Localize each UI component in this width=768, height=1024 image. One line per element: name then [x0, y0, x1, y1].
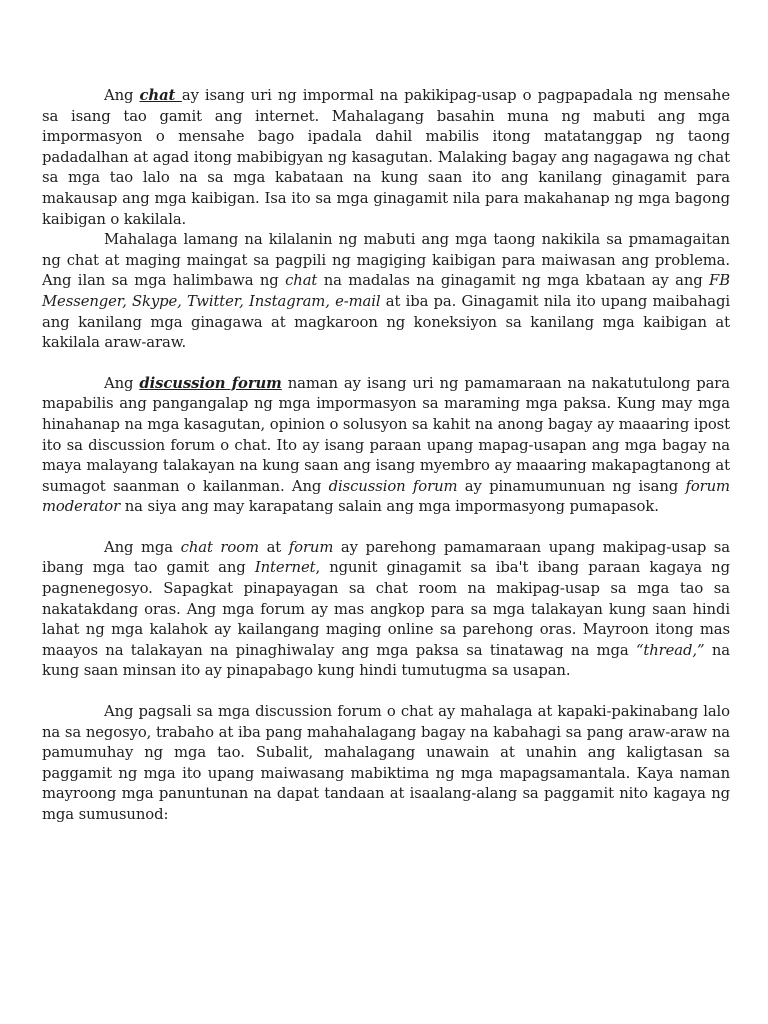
text-run: naman ay isang uri ng pamamaraan na nakatutulong para mapabilis ang pangangalap ng mga impormasyon sa maraming mga paksa. Kung may mga hinahanap na mga kasagutan, opinion o solusyon sa kahit na anong bagay ay maaaring ipost ito sa discussion forum o chat. Ito ay isang paraan upang mapag-usapan ang mga bagay na maya malayang talakayan na kung saan ang isang myembro ay maaaring makapagtanong at sumagot saanman o kailanman. Ang [42, 374, 730, 495]
paragraph-p1 [42, 86, 730, 230]
text-run: ay isang uri ng impormal na pakikipag-usap o pagpapadala ng mensahe sa isang tao gamit ang internet. Mahalagang basahin muna ng mabuti ang mga impormasyon o mensahe bago ipadala dahil mabilis itong matatanggap ng taong padadalhan at agad itong mabibigyan ng kasagutan. Malaking bagay ang nagagawa ng chat sa mga tao lalo na sa mga kabataan na kung saan ito ang kanilang ginagamit para makausap ang mga kaibigan. Isa ito sa mga ginagamit nila para makahanap ng mga bagong kaibigan o kakilala. [42, 87, 730, 228]
document-body [42, 86, 731, 826]
italic-term: forum [288, 538, 334, 556]
italic-term: discussion forum [328, 477, 458, 495]
italic-term: Internet [254, 559, 316, 577]
paragraph-p4 [42, 538, 730, 682]
italic-term: “thread,” [635, 641, 705, 659]
paragraph-p3 [42, 374, 730, 518]
text-run: at iba pa. Ginagamit nila ito upang maibahagi ang kanilang mga ginagawa at magkaroon ng koneksiyon sa kanilang mga kaibigan at kakilala araw-araw. [42, 292, 730, 352]
italic-term: forum moderator [42, 477, 730, 516]
italic-term: FB Messenger, Skype, Twitter, Instagram, e-mail [42, 272, 730, 310]
paragraph-p2 [42, 230, 730, 354]
paragraph-gap [102, 354, 730, 374]
italic-term: chat [285, 272, 318, 290]
text-run: Ang pagsali sa mga discussion forum o chat ay mahalaga at kapaki-pakinabang lalo na sa negosyo, trabaho at iba pang mahahalagang bagay na kabahagi sa pang araw-araw na pamumuhay ng mga tao. Subalit, mahalagang unawain at unahin ang kaligtasan sa paggamit ng mga ito upang maiwasang mabiktima ng mga mapagsamantala. Kaya naman mayroong mga panuntunan na dapat tandaan at isaalang-alang sa paggamit nito kagaya ng mga sumusunod: [42, 703, 730, 823]
text-run: Mahalaga lamang na kilalanin ng mabuti ang mga taong nakikila sa pmamagaitan ng chat at maging maingat sa pagpili ng magiging kaibigan para maiwasan ang problema. Ang ilan sa mga halimbawa ng [42, 231, 730, 290]
paragraph-gap [102, 682, 730, 702]
text-run: ay pinamumunuan ng isang [457, 477, 686, 495]
text-run: Ang [104, 87, 140, 104]
text-run: ay parehong pamamaraan upang makipag-usap sa ibang mga tao gamit ang [42, 538, 731, 577]
text-run: at [258, 538, 289, 556]
italic-term: chat room [180, 538, 259, 556]
text-run: na kung saan minsan ito ay pinapabago kung hindi tumutugma sa usapan. [42, 641, 730, 680]
text-run: na madalas na ginagamit ng mga kbataan ay ang [317, 272, 710, 290]
key-term: discussion forum [139, 374, 282, 392]
paragraph-gap [102, 518, 730, 538]
text-run: , ngunit ginagamit sa iba't ibang paraan kagaya ng pagnenegosyo. Sapagkat pinapayagan sa chat room na makipag-usap sa mga tao sa nakatakdang oras. Ang mga forum ay mas angkop para sa mga talakayan kung saan hindi lahat ng mga kalahok ay kailangang maging online sa parehong oras. Mayroon itong mas maayos na talakayan na pinaghiwalay ang mga paksa sa tinatawag na mga [42, 559, 730, 659]
text-run: Ang [104, 374, 140, 392]
key-term: chat [139, 87, 182, 104]
paragraph-p5 [42, 702, 730, 826]
text-run: Ang mga [104, 538, 181, 556]
text-run: na siya ang may karapatang salain ang mga impormasyong pumapasok. [120, 498, 659, 516]
